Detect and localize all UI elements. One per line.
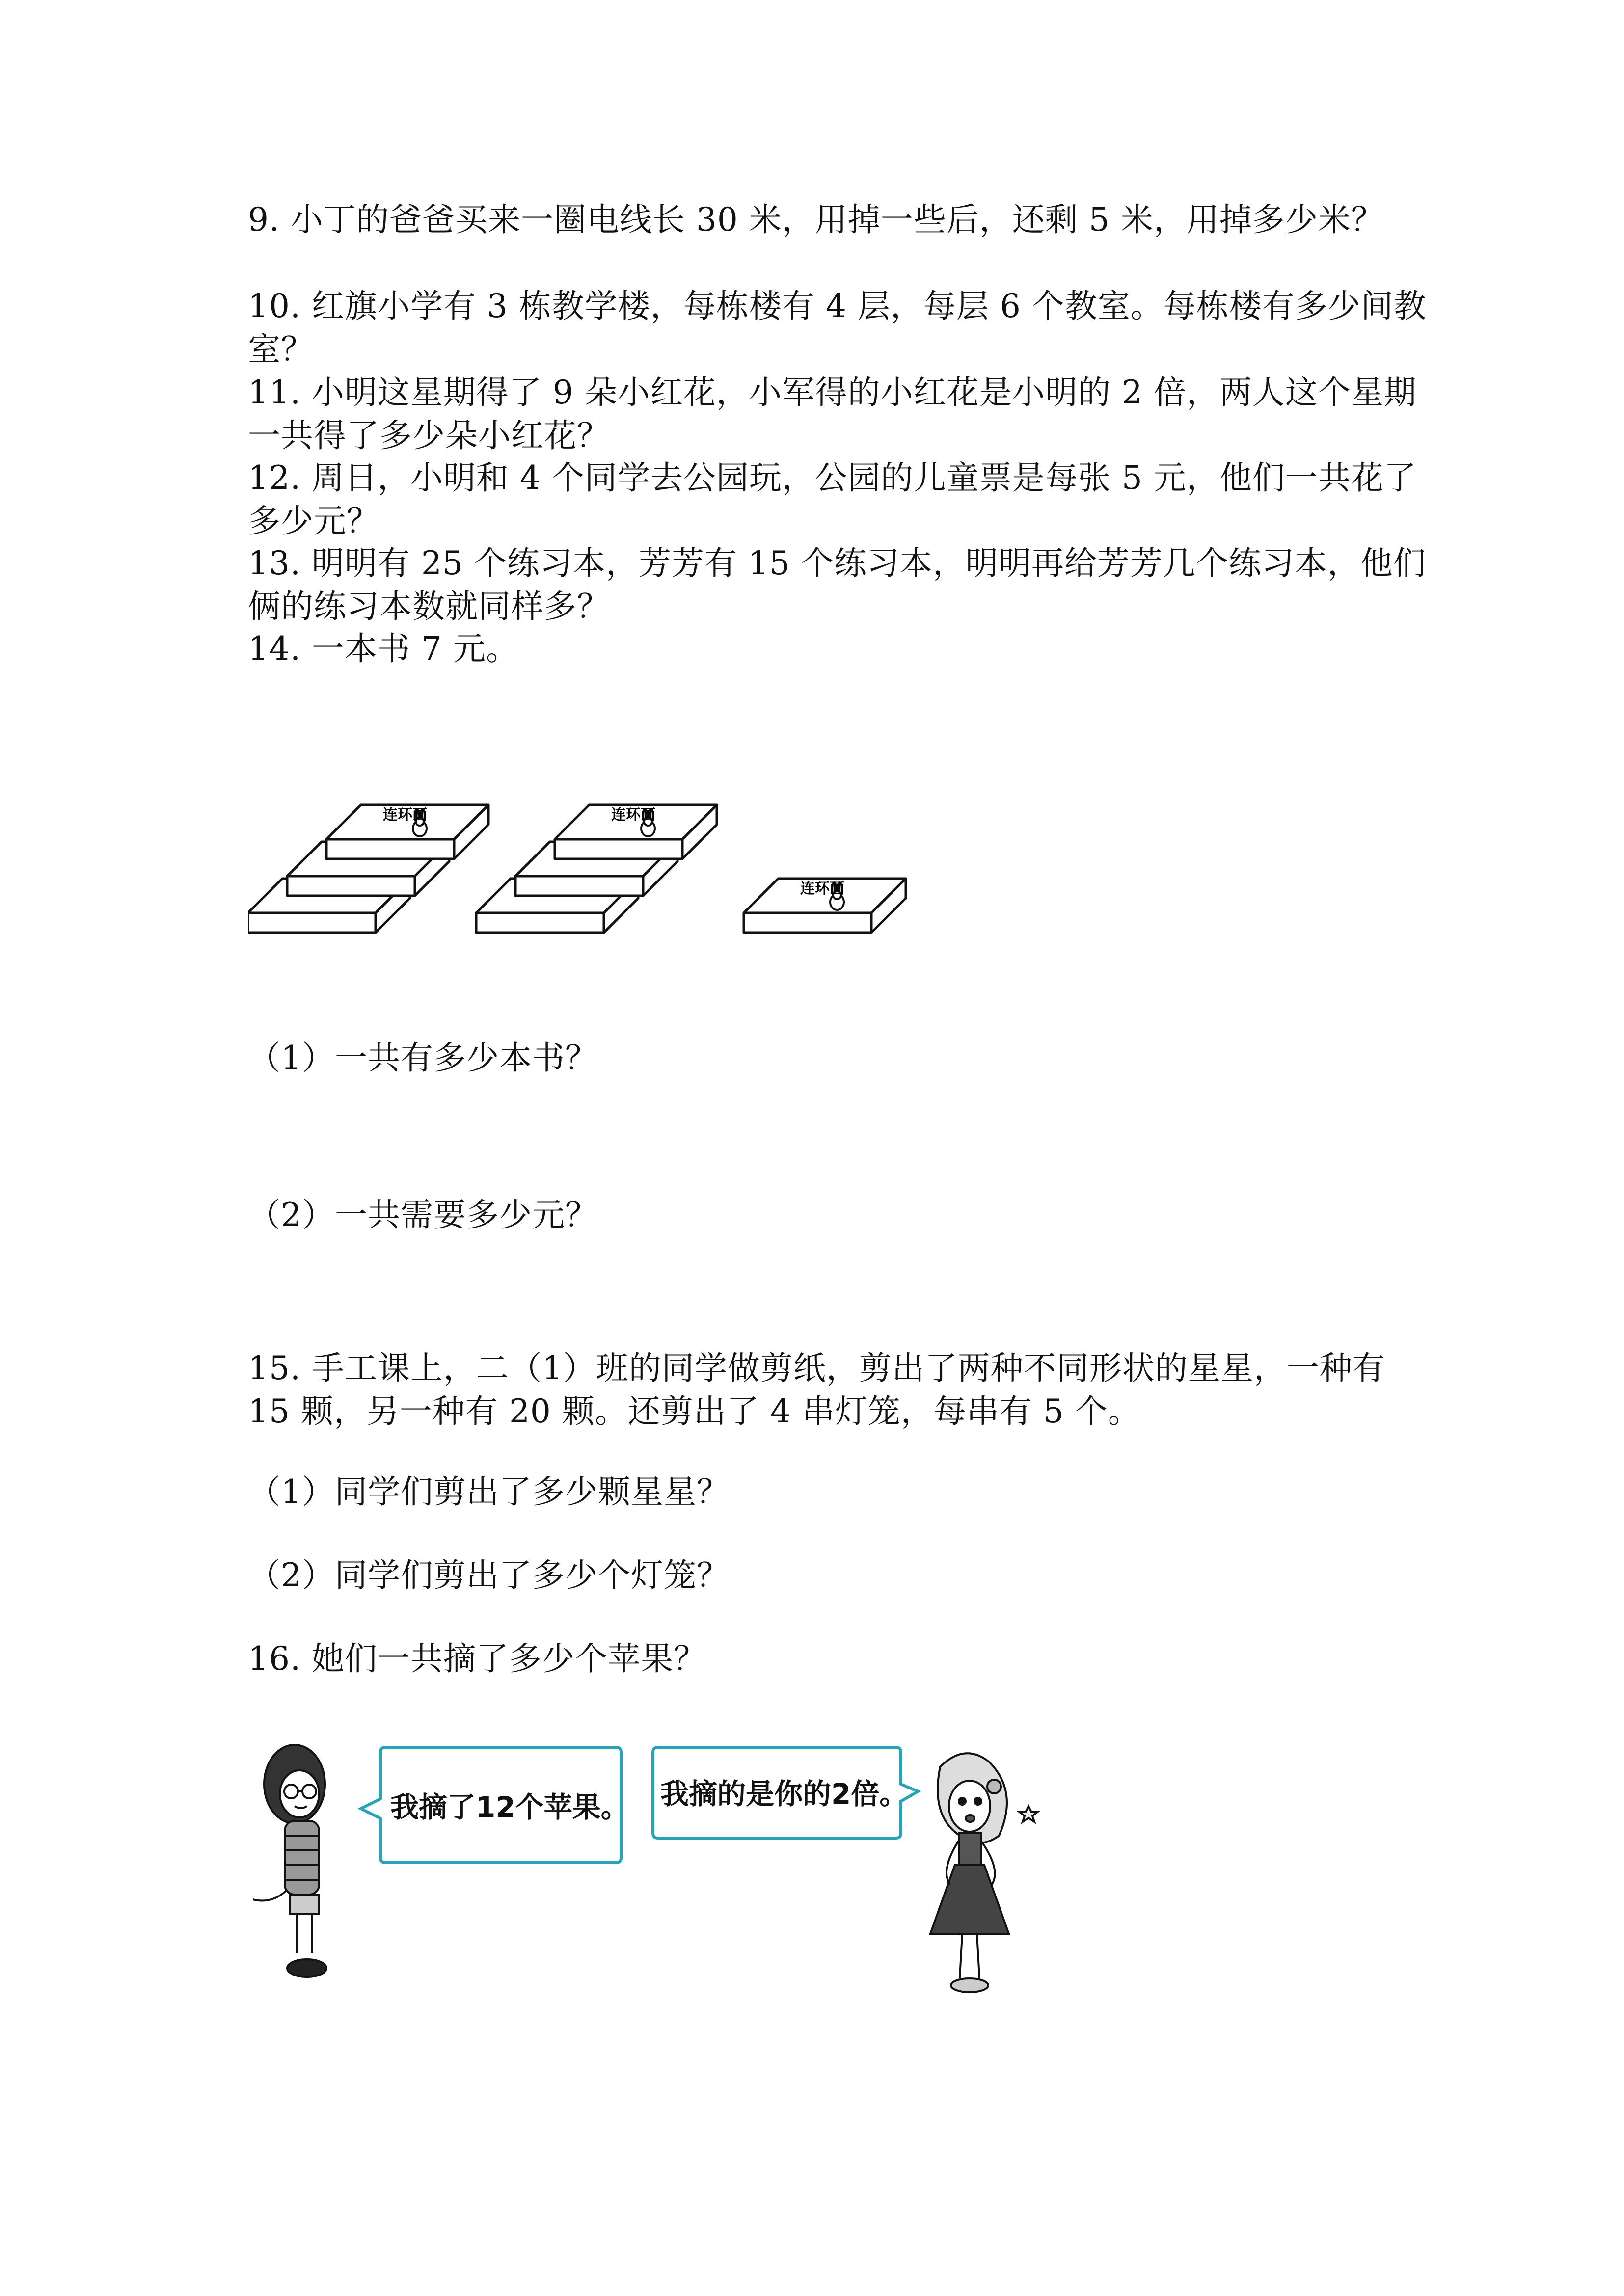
q11-line-1: 11. 小明这星期得了 9 朵小红花，小军得的小红花是小明的 2 倍，两人这个星期 — [248, 374, 1417, 411]
q15-line-2: 15 颗，另一种有 20 颗。还剪出了 4 串灯笼，每串有 5 个。 — [248, 1392, 1141, 1430]
book-title-1: 连环画 — [383, 806, 427, 824]
q14-line-1: 14. 一本书 7 元。 — [248, 630, 519, 667]
left-girl-illustration — [253, 1745, 326, 1977]
right-speech-text: 我摘的是你的2倍。 — [660, 1777, 908, 1811]
q11-line-2: 一共得了多少朵小红花？ — [248, 417, 610, 454]
q10-line-1: 10. 红旗小学有 3 栋教学楼，每栋楼有 4 层，每层 6 个教室。每栋楼有多少间教 — [248, 287, 1427, 325]
q10-line-2: 室？ — [248, 330, 314, 368]
q14-sub-2: （2）一共需要多少元？ — [248, 1196, 598, 1234]
q16-line-1: 16. 她们一共摘了多少个苹果？ — [248, 1640, 706, 1678]
book-stack-2 — [476, 805, 717, 933]
book-stack-1 — [248, 805, 488, 933]
q15-sub-1: （1）同学们剪出了多少颗星星？ — [248, 1473, 730, 1511]
q13-line-1: 13. 明明有 25 个练习本，芳芳有 15 个练习本，明明再给芳芳几个练习本，他们 — [248, 544, 1426, 582]
q14-sub-1: （1）一共有多少本书？ — [248, 1039, 598, 1077]
q15-sub-2: （2）同学们剪出了多少个灯笼？ — [248, 1556, 730, 1594]
apples-figure — [243, 1737, 1078, 2022]
left-speech-text: 我摘了12个苹果。 — [390, 1790, 629, 1824]
book-title-3: 连环画 — [800, 880, 844, 897]
q12-line-2: 多少元？ — [248, 502, 379, 540]
q15-line-1: 15. 手工课上，二（1）班的同学做剪纸，剪出了两种不同形状的星星，一种有 — [248, 1349, 1385, 1387]
q13-line-2: 俩的练习本数就同样多？ — [248, 587, 610, 625]
right-speech-bubble — [653, 1747, 918, 1838]
q9-line-1: 9. 小丁的爸爸买来一圈电线长 30 米，用掉一些后，还剩 5 米，用掉多少米？ — [248, 201, 1384, 239]
books-figure — [248, 741, 935, 952]
q12-line-1: 12. 周日，小明和 4 个同学去公园玩，公园的儿童票是每张 5 元，他们一共花了 — [248, 459, 1417, 497]
book-title-2: 连环画 — [611, 806, 655, 824]
left-speech-bubble — [361, 1747, 629, 1863]
right-girl-illustration — [930, 1753, 1037, 1992]
